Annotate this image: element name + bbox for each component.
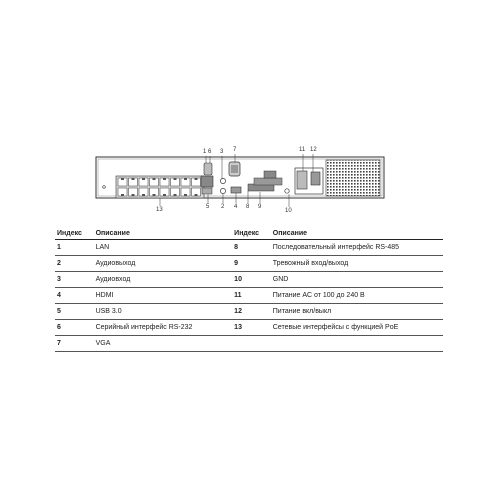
- table-header-row: [55, 227, 443, 240]
- cell-description: Аудиовыход: [94, 256, 233, 272]
- callout-7: 7: [233, 147, 237, 153]
- header-description-left: Описание: [94, 227, 233, 240]
- cell-description: VGA: [94, 336, 233, 352]
- cell-index: 13: [232, 320, 271, 336]
- table-row: [55, 336, 443, 352]
- audio-out-jack: [220, 188, 225, 193]
- fan-vent: [326, 160, 380, 196]
- cell-description: Тревожный вход/выход: [271, 256, 443, 272]
- cell-description: USB 3.0: [94, 304, 233, 320]
- header-index-right: Индекс: [232, 227, 271, 240]
- table-row: [55, 320, 443, 336]
- cell-index: 3: [55, 272, 94, 288]
- cell-index: 11: [232, 288, 271, 304]
- callout-5: 5: [206, 204, 210, 210]
- power-switch: [311, 172, 320, 185]
- poe-network-ports: [116, 176, 204, 198]
- cell-description: Последовательный интерфейс RS-485: [271, 240, 443, 256]
- table-row: [55, 256, 443, 272]
- gnd-screw: [285, 189, 289, 193]
- cell-index: [232, 336, 271, 352]
- cell-index: 5: [55, 304, 94, 320]
- cell-description: Сетевые интерфейсы с функцией PoE: [271, 320, 443, 336]
- cell-index: 8: [232, 240, 271, 256]
- header-description-right: Описание: [271, 227, 443, 240]
- callout-8: 8: [246, 204, 250, 210]
- rear-panel-drawing: [0, 0, 480, 230]
- cell-index: 4: [55, 288, 94, 304]
- lan-port: [201, 176, 213, 187]
- callout-1: 1: [203, 149, 207, 155]
- cell-description: [271, 336, 443, 352]
- callout-6: 6: [208, 149, 212, 155]
- callout-3: 3: [220, 149, 224, 155]
- audio-in-jack: [220, 178, 225, 183]
- table-row: [55, 304, 443, 320]
- cell-description: Питание вкл/выкл: [271, 304, 443, 320]
- cell-description: GND: [271, 272, 443, 288]
- cell-description: LAN: [94, 240, 233, 256]
- cell-index: 2: [55, 256, 94, 272]
- callout-12: 12: [310, 147, 317, 153]
- device-rear-panel-diagram: [0, 0, 480, 230]
- header-index-left: Индекс: [55, 227, 94, 240]
- table-row: [55, 240, 443, 256]
- cell-index: 7: [55, 336, 94, 352]
- rs232-port: [204, 163, 212, 175]
- callout-11: 11: [299, 147, 306, 153]
- cell-index: 9: [232, 256, 271, 272]
- callout-13: 13: [156, 207, 163, 213]
- cell-description: Серийный интерфейс RS-232: [94, 320, 233, 336]
- cell-description: Аудиовход: [94, 272, 233, 288]
- usb-port: [202, 188, 212, 194]
- callout-9: 9: [258, 204, 262, 210]
- table-row: [55, 288, 443, 304]
- callout-2: 2: [221, 204, 225, 210]
- table-row: [55, 272, 443, 288]
- cell-description: Питание AC от 100 до 240 В: [271, 288, 443, 304]
- cell-index: 6: [55, 320, 94, 336]
- cell-index: 10: [232, 272, 271, 288]
- callout-10: 10: [285, 208, 292, 214]
- cell-description: HDMI: [94, 288, 233, 304]
- callout-4: 4: [234, 204, 238, 210]
- cell-index: 1: [55, 240, 94, 256]
- port-description-table: [55, 227, 443, 352]
- ac-power-socket: [297, 171, 307, 189]
- hdmi-port: [231, 187, 241, 193]
- cell-index: 12: [232, 304, 271, 320]
